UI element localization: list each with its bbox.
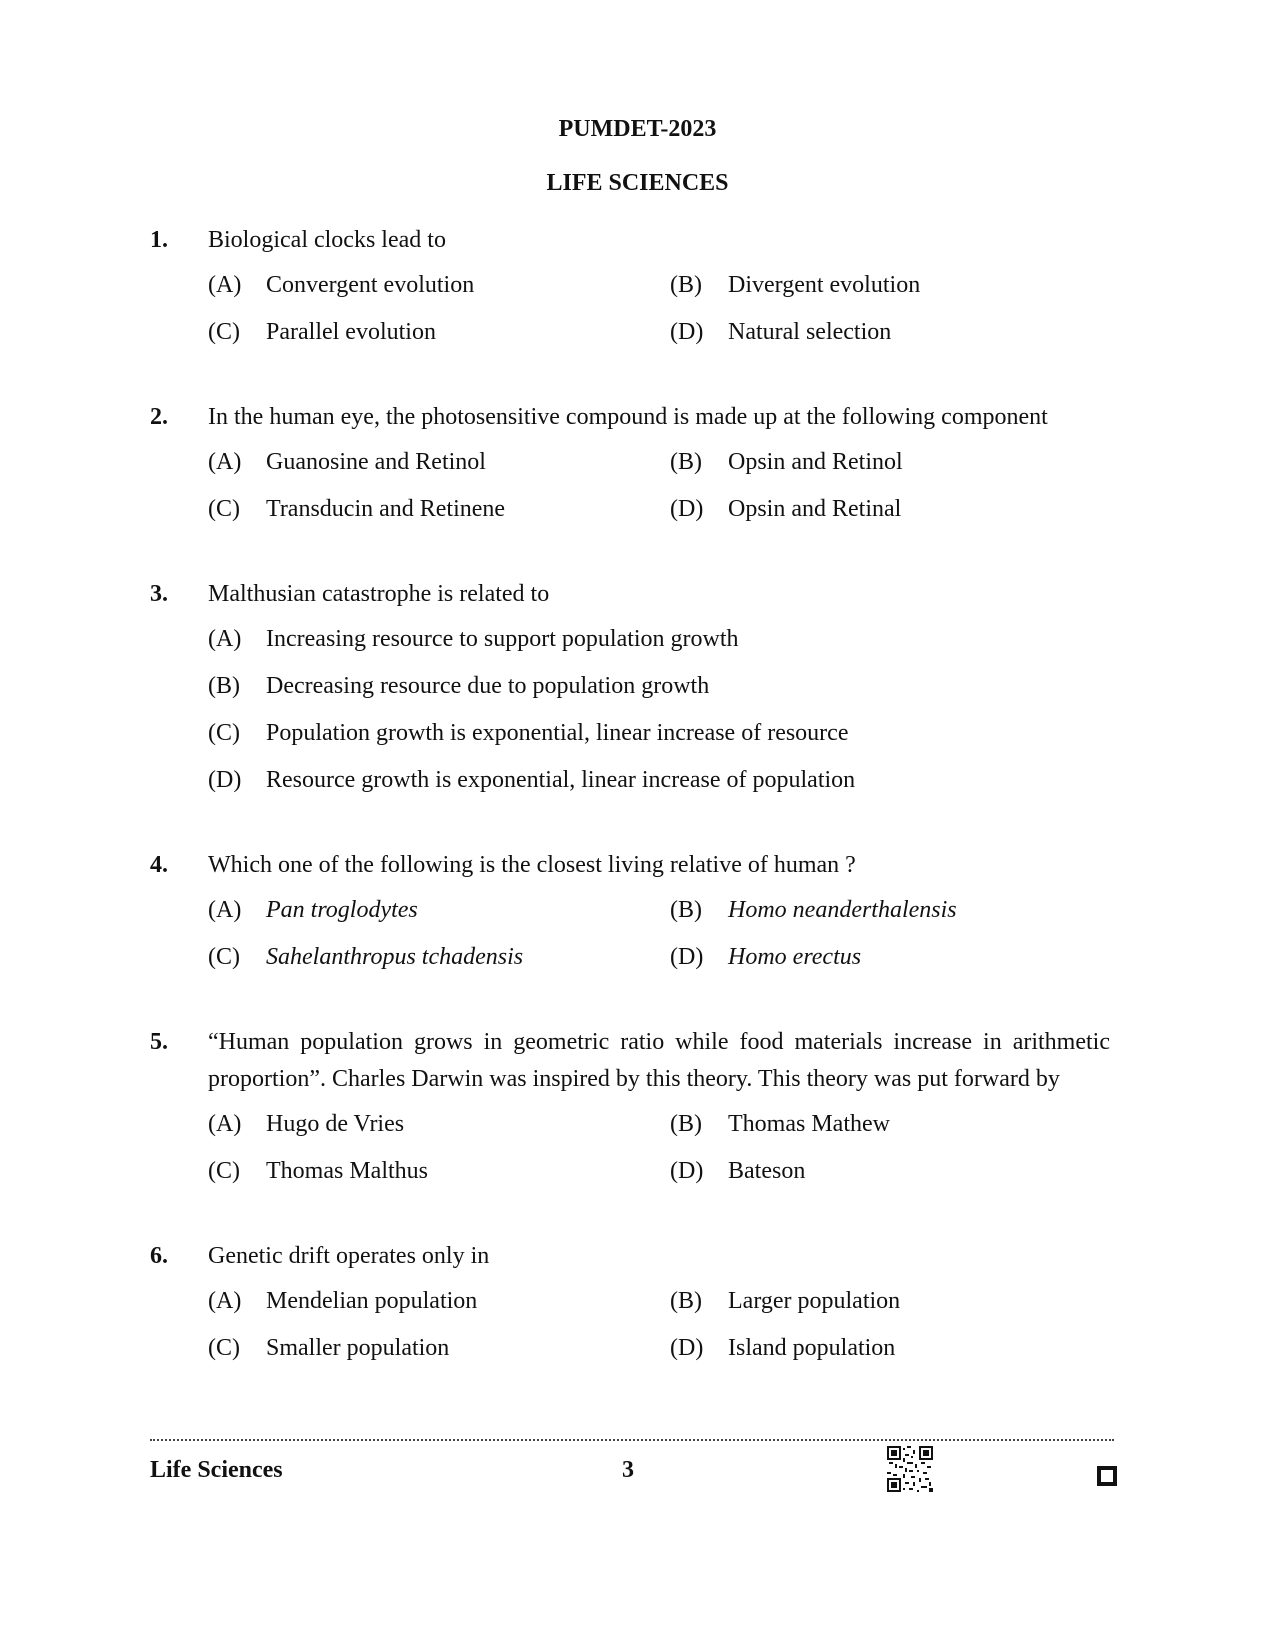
option-text: Thomas Malthus <box>266 1158 428 1184</box>
question-text: Which one of the following is the closest living relative of human ? <box>208 852 856 878</box>
option-text: Pan troglodytes <box>266 897 418 923</box>
option-text: Homo erectus <box>728 944 862 970</box>
option-letter: (A) <box>208 626 242 652</box>
option-d <box>670 1330 1120 1367</box>
option-a <box>208 892 670 929</box>
option-text: Convergent evolution <box>266 272 475 298</box>
option-a <box>208 1106 670 1143</box>
option-d <box>670 314 1120 351</box>
option-text: Transducin and Retinene <box>266 496 506 522</box>
option-text: Smaller population <box>266 1335 450 1361</box>
option-letter: (D) <box>670 944 704 970</box>
option-text: Thomas Mathew <box>728 1111 890 1137</box>
qr-code-icon <box>887 1446 933 1492</box>
option-b <box>670 444 1120 481</box>
option-d <box>670 939 1120 976</box>
question-list <box>150 222 1110 1415</box>
option-letter: (D) <box>670 319 704 345</box>
question-number: 5. <box>150 1029 168 1055</box>
option-text: Opsin and Retinal <box>728 496 902 522</box>
square-marker-icon <box>1097 1466 1117 1486</box>
question-text: Malthusian catastrophe is related to <box>208 581 550 607</box>
question-3 <box>150 576 1110 799</box>
option-grid <box>208 444 1110 528</box>
question-text: “Human population grows in geometric ratio while food materials increase in arithmetic proportion”. Charles Darwin was inspired by this theory. This theory was put forward by <box>208 1029 1110 1092</box>
option-letter: (A) <box>208 1288 242 1314</box>
option-c <box>208 314 670 351</box>
option-c <box>208 939 670 976</box>
option-letter: (B) <box>670 1288 702 1314</box>
option-text: Sahelanthropus tchadensis <box>266 944 524 970</box>
question-2 <box>150 399 1110 528</box>
option-text: Island population <box>728 1335 896 1361</box>
option-a <box>208 621 1120 658</box>
option-d <box>670 1153 1120 1190</box>
option-text: Decreasing resource due to population growth <box>266 673 710 699</box>
question-6 <box>150 1238 1110 1367</box>
option-grid <box>208 1283 1110 1367</box>
option-text: Population growth is exponential, linear increase of resource <box>266 720 849 746</box>
option-b <box>670 1283 1120 1320</box>
option-letter: (B) <box>670 897 702 923</box>
question-number: 1. <box>150 227 168 253</box>
option-letter: (D) <box>670 1335 704 1361</box>
option-letter: (B) <box>670 1111 702 1137</box>
option-c <box>208 715 1120 752</box>
option-letter: (A) <box>208 1111 242 1137</box>
option-text: Guanosine and Retinol <box>266 449 486 475</box>
option-grid <box>208 267 1110 351</box>
option-b <box>670 1106 1120 1143</box>
option-text: Increasing resource to support population growth <box>266 626 739 652</box>
option-b <box>208 668 1120 705</box>
option-letter: (D) <box>670 1158 704 1184</box>
option-text: Larger population <box>728 1288 901 1314</box>
option-text: Resource growth is exponential, linear increase of population <box>266 767 856 793</box>
option-list <box>208 621 1110 799</box>
footer-page-number: 3 <box>622 1457 634 1483</box>
confidential-microtext-line <box>150 1439 1114 1445</box>
option-letter: (B) <box>208 673 240 699</box>
footer-subject: Life Sciences <box>150 1457 283 1483</box>
option-letter: (D) <box>670 496 704 522</box>
option-letter: (B) <box>670 449 702 475</box>
option-letter: (B) <box>670 272 702 298</box>
option-grid <box>208 892 1110 976</box>
option-c <box>208 491 670 528</box>
option-grid <box>208 1106 1110 1190</box>
question-number: 4. <box>150 852 168 878</box>
question-text: Biological clocks lead to <box>208 227 446 253</box>
option-letter: (C) <box>208 496 240 522</box>
option-text: Homo neanderthalensis <box>728 897 957 923</box>
exam-title: PUMDET-2023 <box>558 116 717 142</box>
option-c <box>208 1330 670 1367</box>
option-letter: (A) <box>208 449 242 475</box>
option-b <box>670 892 1120 929</box>
option-letter: (D) <box>208 767 242 793</box>
option-text: Opsin and Retinol <box>728 449 903 475</box>
option-letter: (C) <box>208 1158 240 1184</box>
question-text: In the human eye, the photosensitive compound is made up at the following component <box>208 404 1048 430</box>
option-text: Bateson <box>728 1158 806 1184</box>
option-letter: (C) <box>208 319 240 345</box>
option-d <box>208 762 1120 799</box>
option-a <box>208 1283 670 1320</box>
option-b <box>670 267 1120 304</box>
question-5 <box>150 1024 1110 1190</box>
question-number: 3. <box>150 581 168 607</box>
option-letter: (A) <box>208 897 242 923</box>
option-a <box>208 267 670 304</box>
question-number: 2. <box>150 404 168 430</box>
option-letter: (C) <box>208 1335 240 1361</box>
option-text: Mendelian population <box>266 1288 478 1314</box>
option-a <box>208 444 670 481</box>
option-text: Divergent evolution <box>728 272 921 298</box>
option-d <box>670 491 1120 528</box>
option-c <box>208 1153 670 1190</box>
option-text: Natural selection <box>728 319 892 345</box>
option-letter: (C) <box>208 944 240 970</box>
option-text: Hugo de Vries <box>266 1111 405 1137</box>
question-1 <box>150 222 1110 351</box>
option-letter: (A) <box>208 272 242 298</box>
question-text: Genetic drift operates only in <box>208 1243 490 1269</box>
question-4 <box>150 847 1110 976</box>
subject-title: LIFE SCIENCES <box>546 170 729 196</box>
option-letter: (C) <box>208 720 240 746</box>
question-number: 6. <box>150 1243 168 1269</box>
option-text: Parallel evolution <box>266 319 436 345</box>
